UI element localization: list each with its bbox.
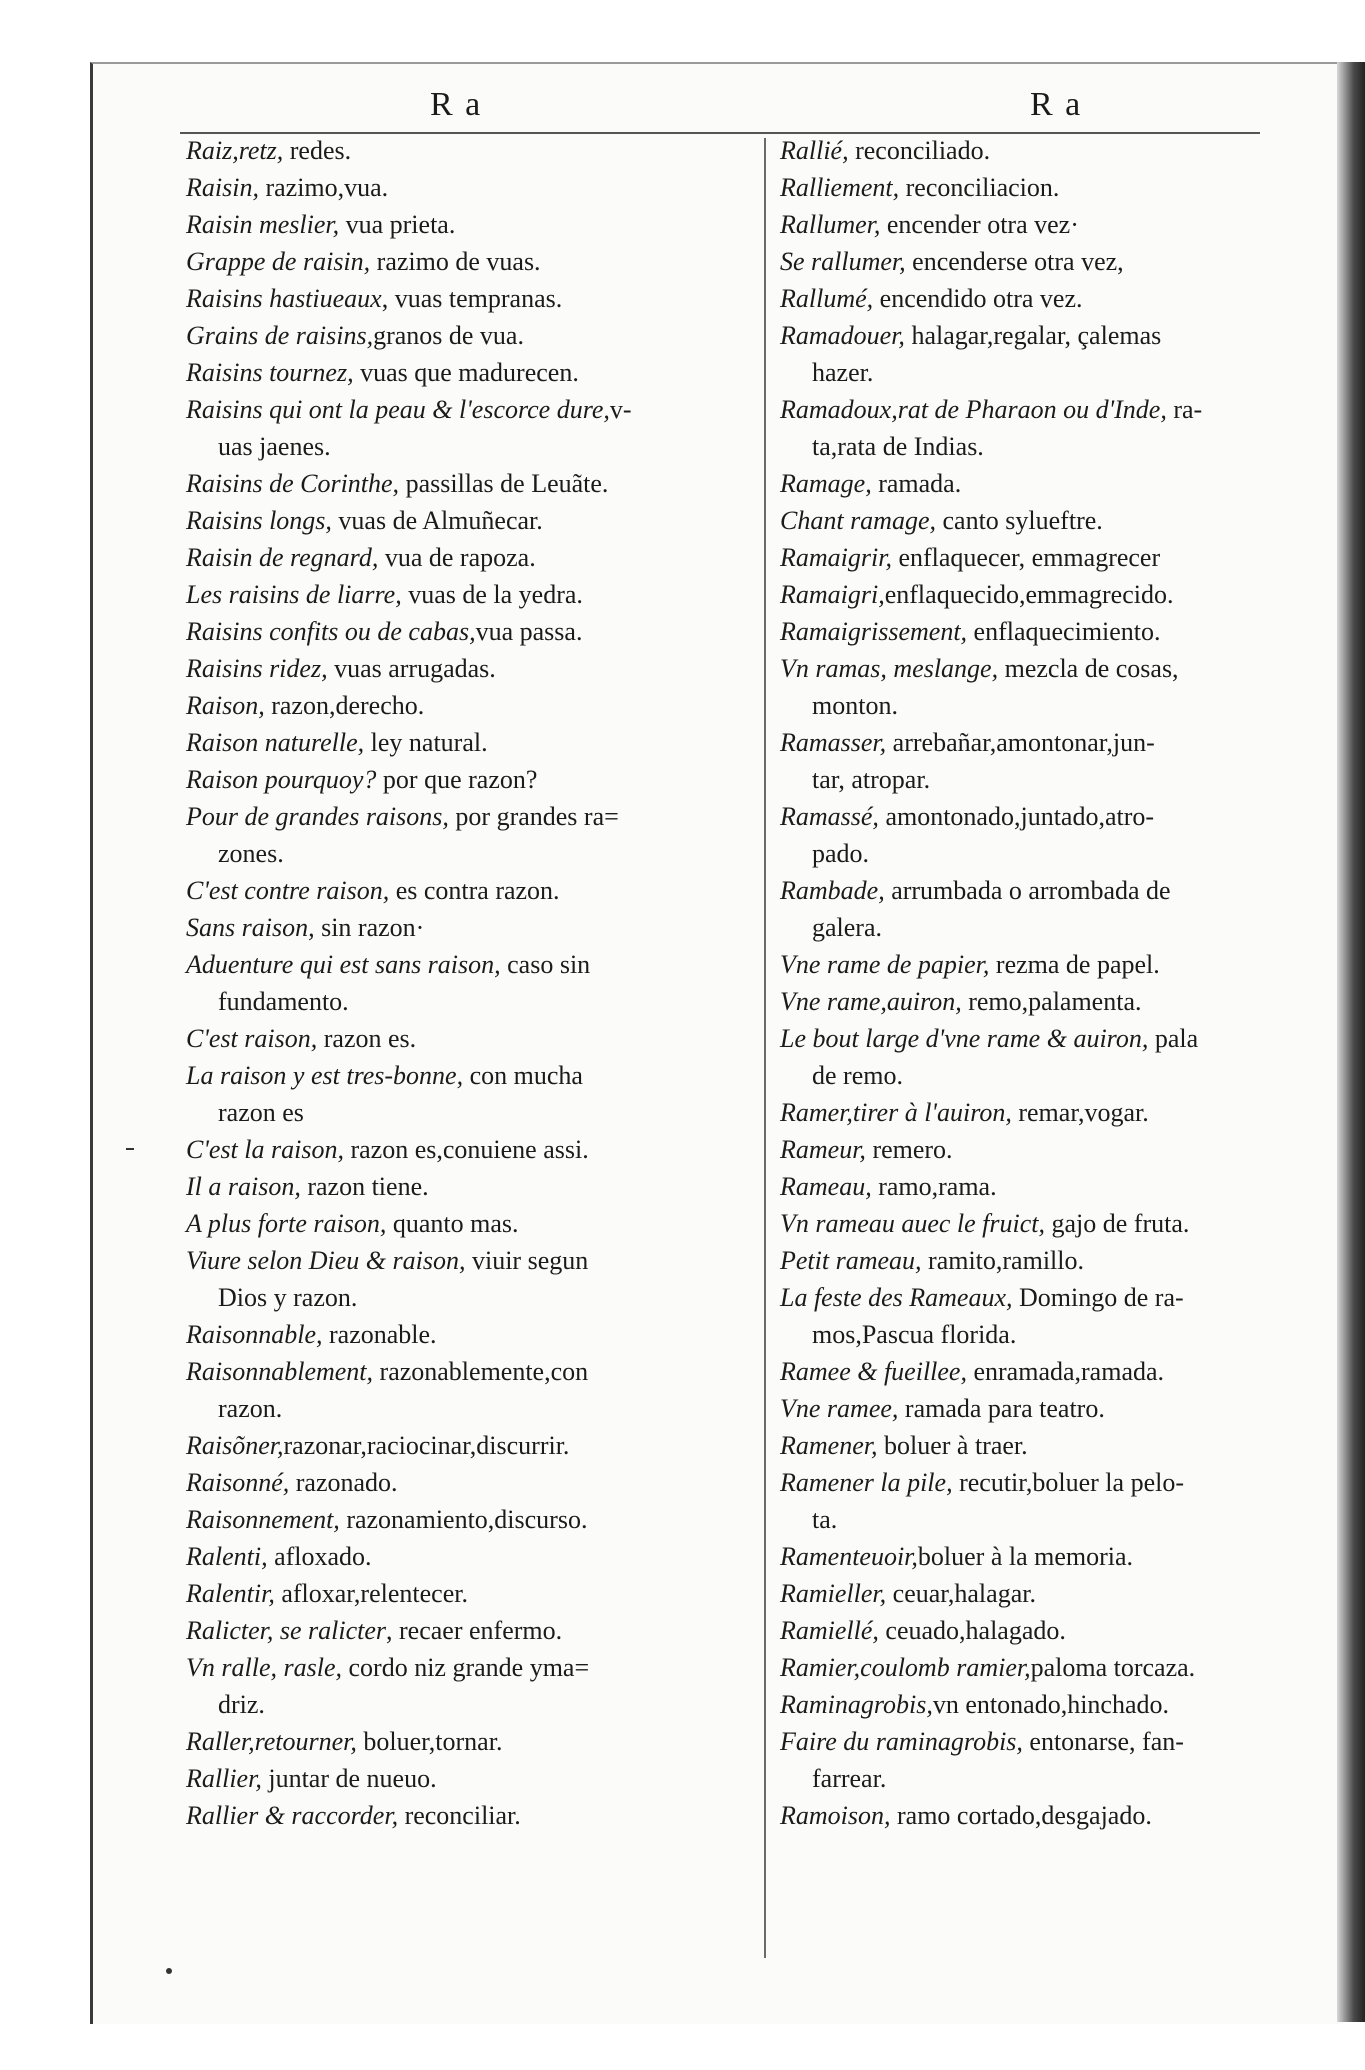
entry-continuation: razon. bbox=[218, 1394, 283, 1423]
entry-gloss: enflaquecer, emmagrecer bbox=[891, 543, 1161, 572]
entry-continuation: monton. bbox=[812, 691, 898, 720]
entry-headword: Petit rameau, bbox=[780, 1246, 922, 1275]
entry-gloss: razonamiento,discurso. bbox=[339, 1505, 588, 1534]
entry-gloss: ramo cortado,desgajado. bbox=[890, 1801, 1152, 1830]
entry-gloss: vua passa. bbox=[475, 617, 583, 646]
dictionary-entry bbox=[186, 1538, 746, 1575]
entry-gloss: ceuado,halagado. bbox=[878, 1616, 1066, 1645]
dictionary-entry bbox=[186, 1168, 746, 1205]
entry-headword: Vne rame de papier, bbox=[780, 950, 990, 979]
entry-headword: Raison, bbox=[186, 691, 265, 720]
dictionary-entry bbox=[186, 1427, 746, 1464]
dictionary-entry bbox=[186, 132, 746, 169]
entry-gloss: paloma torcaza. bbox=[1030, 1653, 1196, 1682]
dictionary-entry bbox=[780, 946, 1280, 983]
entry-gloss: cordo niz grande yma= bbox=[342, 1653, 590, 1682]
entry-headword: Aduenture qui est sans raison, bbox=[186, 950, 501, 979]
dictionary-entry bbox=[780, 169, 1280, 206]
dictionary-entry bbox=[186, 354, 746, 391]
entry-headword: Raison pourquoy? bbox=[186, 765, 377, 794]
page-edge-shadow bbox=[1337, 62, 1365, 2022]
dictionary-entry bbox=[780, 1390, 1280, 1427]
dictionary-entry bbox=[186, 502, 746, 539]
dictionary-entry bbox=[780, 206, 1280, 243]
entry-gloss: reconciliacion. bbox=[899, 173, 1060, 202]
entry-gloss: afloxar,relentecer. bbox=[274, 1579, 468, 1608]
running-head-left: R a bbox=[430, 86, 483, 123]
entry-headword: C'est contre raison, bbox=[186, 876, 390, 905]
entry-headword: Raisonné, bbox=[186, 1468, 290, 1497]
entry-gloss: caso sin bbox=[500, 950, 591, 979]
entry-gloss: enramada,ramada. bbox=[966, 1357, 1165, 1386]
entry-headword: Ramadoux,rat de Pharaon ou d'Inde, bbox=[780, 395, 1167, 424]
entry-gloss: vuas de la yedra. bbox=[401, 580, 583, 609]
entry-headword: Grappe de raisin, bbox=[186, 247, 371, 276]
entry-headword: Vn rameau auec le fruict, bbox=[780, 1209, 1045, 1238]
entry-gloss: remo,palamenta. bbox=[961, 987, 1142, 1016]
entry-continuation: hazer. bbox=[812, 358, 874, 387]
entry-gloss: ramito,ramillo. bbox=[921, 1246, 1084, 1275]
dictionary-entry bbox=[780, 1797, 1280, 1834]
dictionary-entry bbox=[186, 391, 746, 465]
entry-headword: Ramaigrir, bbox=[780, 543, 892, 572]
dictionary-entry bbox=[186, 206, 746, 243]
left-column bbox=[186, 132, 746, 1834]
entry-headword: La raison y est tres-bonne, bbox=[186, 1061, 464, 1090]
ink-speck bbox=[166, 1968, 172, 1974]
entry-gloss: , recaer enfermo. bbox=[386, 1616, 563, 1645]
entry-headword: Rallumer, bbox=[780, 210, 881, 239]
entry-headword: Ramiellé, bbox=[780, 1616, 879, 1645]
entry-gloss: rezma de papel. bbox=[989, 950, 1160, 979]
dictionary-entry bbox=[780, 502, 1280, 539]
dictionary-entry bbox=[780, 465, 1280, 502]
dictionary-entry bbox=[780, 132, 1280, 169]
dictionary-entry bbox=[186, 946, 746, 1020]
entry-headword: Ralentir, bbox=[186, 1579, 275, 1608]
entry-gloss: razimo,vua. bbox=[258, 173, 389, 202]
dictionary-entry bbox=[780, 1464, 1280, 1538]
entry-headword: Ramage, bbox=[780, 469, 872, 498]
entry-gloss: razon es,conuiene assi. bbox=[343, 1135, 589, 1164]
dictionary-entry bbox=[186, 1760, 746, 1797]
entry-continuation: Dios y razon. bbox=[218, 1283, 358, 1312]
entry-headword: Chant ramage, bbox=[780, 506, 936, 535]
dictionary-entry bbox=[186, 1020, 746, 1057]
entry-headword: Rameau, bbox=[780, 1172, 872, 1201]
entry-gloss: canto sylueftre. bbox=[936, 506, 1103, 535]
entry-gloss: entonarse, fan- bbox=[1022, 1727, 1184, 1756]
entry-continuation: pado. bbox=[812, 839, 870, 868]
entry-gloss: razonable. bbox=[322, 1320, 437, 1349]
dictionary-entry bbox=[780, 280, 1280, 317]
entry-headword: Ramadouer, bbox=[780, 321, 905, 350]
dictionary-entry bbox=[780, 243, 1280, 280]
dictionary-entry bbox=[780, 650, 1280, 724]
entry-gloss: ramo,rama. bbox=[871, 1172, 997, 1201]
entry-continuation: de remo. bbox=[812, 1061, 903, 1090]
entry-gloss: encenderse otra vez, bbox=[905, 247, 1124, 276]
entry-gloss: pala bbox=[1148, 1024, 1199, 1053]
entry-headword: Raison naturelle, bbox=[186, 728, 365, 757]
entry-headword: Vn ramas, meslange, bbox=[780, 654, 999, 683]
entry-gloss: afloxado. bbox=[267, 1542, 372, 1571]
entry-continuation: ta,rata de Indias. bbox=[812, 432, 984, 461]
entry-headword: Il a raison, bbox=[186, 1172, 301, 1201]
dictionary-entry bbox=[186, 872, 746, 909]
entry-headword: Raisins longs, bbox=[186, 506, 332, 535]
dictionary-entry bbox=[780, 1575, 1280, 1612]
entry-continuation: mos,Pascua florida. bbox=[812, 1320, 1017, 1349]
entry-continuation: zones. bbox=[218, 839, 284, 868]
dictionary-entry bbox=[186, 1649, 746, 1723]
dictionary-entry bbox=[780, 798, 1280, 872]
dictionary-entry bbox=[780, 1612, 1280, 1649]
entry-continuation: razon es bbox=[218, 1098, 304, 1127]
entry-headword: Ralicter, se ralicter bbox=[186, 1616, 387, 1645]
entry-headword: Raisonnable, bbox=[186, 1320, 323, 1349]
dictionary-entry bbox=[186, 1501, 746, 1538]
entry-gloss: razon es. bbox=[317, 1024, 417, 1053]
entry-continuation: tar, atropar. bbox=[812, 765, 931, 794]
entry-headword: Raisins hastiueaux bbox=[186, 284, 382, 313]
dictionary-entry bbox=[780, 1649, 1280, 1686]
entry-gloss: gajo de fruta. bbox=[1045, 1209, 1190, 1238]
entry-gloss: remero. bbox=[865, 1135, 953, 1164]
entry-continuation: galera. bbox=[812, 913, 883, 942]
entry-headword: Ramassé, bbox=[780, 802, 879, 831]
dictionary-entry bbox=[780, 576, 1280, 613]
right-column bbox=[780, 132, 1280, 1834]
dictionary-entry bbox=[780, 1131, 1280, 1168]
entry-gloss: boluer,tornar. bbox=[356, 1727, 503, 1756]
entry-headword: Ramaigrissement, bbox=[780, 617, 968, 646]
entry-continuation: driz. bbox=[218, 1690, 265, 1719]
dictionary-entry bbox=[186, 650, 746, 687]
dictionary-entry bbox=[186, 909, 746, 946]
entry-gloss: juntar de nueuo. bbox=[261, 1764, 437, 1793]
entry-gloss: enflaquecido,emmagrecido. bbox=[884, 580, 1174, 609]
entry-gloss: ley natural. bbox=[364, 728, 488, 757]
dictionary-entry bbox=[780, 1205, 1280, 1242]
entry-headword: Raller,retourner, bbox=[186, 1727, 357, 1756]
entry-headword: Ramieller, bbox=[780, 1579, 887, 1608]
entry-gloss: razonar,raciocinar,discurrir. bbox=[283, 1431, 570, 1460]
entry-gloss: mezcla de cosas, bbox=[998, 654, 1179, 683]
entry-gloss: enflaquecimiento. bbox=[967, 617, 1161, 646]
entry-gloss: ramada. bbox=[871, 469, 962, 498]
ink-speck bbox=[126, 1148, 134, 1150]
dictionary-entry bbox=[186, 613, 746, 650]
entry-continuation: ta. bbox=[812, 1505, 838, 1534]
dictionary-entry bbox=[780, 1723, 1280, 1797]
entry-headword: Raisin meslier, bbox=[186, 210, 340, 239]
entry-gloss: razimo de vuas. bbox=[370, 247, 541, 276]
dictionary-entry bbox=[186, 1612, 746, 1649]
entry-headword: Raisonnement, bbox=[186, 1505, 340, 1534]
entry-gloss: reconciliar. bbox=[398, 1801, 521, 1830]
entry-gloss: sin razon· bbox=[314, 913, 425, 942]
entry-headword: Raisin de regnard, bbox=[186, 543, 379, 572]
dictionary-entry bbox=[186, 169, 746, 206]
entry-headword: Grains de raisins, bbox=[186, 321, 374, 350]
entry-gloss: vua prieta. bbox=[339, 210, 456, 239]
entry-gloss: granos de vua. bbox=[373, 321, 524, 350]
dictionary-entry bbox=[186, 761, 746, 798]
dictionary-entry bbox=[186, 798, 746, 872]
dictionary-entry bbox=[780, 1686, 1280, 1723]
entry-headword: Se rallumer, bbox=[780, 247, 906, 276]
entry-gloss: arrumbada o arrombada de bbox=[884, 876, 1171, 905]
dictionary-entry bbox=[780, 613, 1280, 650]
entry-headword: A plus forte raison, bbox=[186, 1209, 387, 1238]
dictionary-entry bbox=[186, 1575, 746, 1612]
entry-headword: Raisin, bbox=[186, 173, 259, 202]
entry-continuation: fundamento. bbox=[218, 987, 349, 1016]
entry-headword: Raisins de Corinthe, bbox=[186, 469, 400, 498]
entry-headword: Raisonnablement, bbox=[186, 1357, 374, 1386]
entry-headword: Raisins qui ont la peau & l'escorce dure, bbox=[186, 395, 610, 424]
entry-gloss: razonablemente,con bbox=[373, 1357, 589, 1386]
entry-headword: Les raisins de liarre, bbox=[186, 580, 402, 609]
entry-gloss: passillas de Leuãte. bbox=[399, 469, 609, 498]
entry-continuation: farrear. bbox=[812, 1764, 887, 1793]
entry-gloss: por grandes ra= bbox=[448, 802, 619, 831]
entry-headword: Vne rame,auiron, bbox=[780, 987, 962, 1016]
dictionary-entry bbox=[780, 872, 1280, 946]
entry-headword: Vn ralle, rasle, bbox=[186, 1653, 342, 1682]
dictionary-entry bbox=[780, 539, 1280, 576]
entry-gloss: ceuar,halagar. bbox=[886, 1579, 1036, 1608]
entry-headword: Ramer,tirer à l'auiron, bbox=[780, 1098, 1012, 1127]
entry-gloss: vua de rapoza. bbox=[378, 543, 536, 572]
entry-gloss: vuas arrugadas. bbox=[327, 654, 496, 683]
dictionary-entry bbox=[186, 1205, 746, 1242]
entry-gloss: encendido otra vez. bbox=[873, 284, 1083, 313]
entry-headword: Ralliement, bbox=[780, 173, 900, 202]
entry-headword: Raminagrobis, bbox=[780, 1690, 933, 1719]
dictionary-entry bbox=[186, 1242, 746, 1316]
entry-headword: Ramasser, bbox=[780, 728, 887, 757]
entry-headword: Le bout large d'vne rame & auiron, bbox=[780, 1024, 1149, 1053]
entry-gloss: boluer à traer. bbox=[877, 1431, 1028, 1460]
entry-gloss: arrebañar,amontonar,jun- bbox=[886, 728, 1155, 757]
entry-gloss: ra- bbox=[1166, 395, 1203, 424]
entry-headword: Viure selon Dieu & raison, bbox=[186, 1246, 466, 1275]
dictionary-entry bbox=[186, 243, 746, 280]
entry-gloss: v- bbox=[609, 395, 632, 424]
entry-headword: Ralenti, bbox=[186, 1542, 268, 1571]
dictionary-entry bbox=[186, 1131, 746, 1168]
dictionary-entry bbox=[186, 280, 746, 317]
entry-headword: Ramener la pile, bbox=[780, 1468, 953, 1497]
entry-headword: Sans raison, bbox=[186, 913, 315, 942]
entry-gloss: , vuas tempranas. bbox=[381, 284, 563, 313]
entry-gloss: por que razon? bbox=[376, 765, 538, 794]
entry-gloss: es contra razon. bbox=[389, 876, 560, 905]
dictionary-entry bbox=[186, 1057, 746, 1131]
entry-headword: Vne ramee, bbox=[780, 1394, 899, 1423]
dictionary-entry bbox=[186, 724, 746, 761]
entry-headword: Raisins confits ou de cabas, bbox=[186, 617, 476, 646]
dictionary-entry bbox=[780, 1094, 1280, 1131]
entry-headword: Rallier & raccorder, bbox=[186, 1801, 399, 1830]
entry-gloss: reconciliado. bbox=[848, 136, 991, 165]
dictionary-entry bbox=[780, 391, 1280, 465]
dictionary-entry bbox=[186, 1353, 746, 1427]
dictionary-entry bbox=[186, 1316, 746, 1353]
dictionary-entry bbox=[780, 1242, 1280, 1279]
entry-headword: Rallumé, bbox=[780, 284, 874, 313]
entry-gloss: amontonado,juntado,atro- bbox=[878, 802, 1155, 831]
entry-gloss: con mucha bbox=[463, 1061, 583, 1090]
entry-headword: Raisõner, bbox=[186, 1431, 284, 1460]
dictionary-entry bbox=[186, 1723, 746, 1760]
entry-headword: Rambade, bbox=[780, 876, 885, 905]
entry-gloss: viuir segun bbox=[465, 1246, 589, 1275]
entry-headword: Ramenteuoir, bbox=[780, 1542, 918, 1571]
dictionary-entry bbox=[186, 576, 746, 613]
dictionary-entry bbox=[186, 539, 746, 576]
dictionary-entry bbox=[780, 1020, 1280, 1094]
entry-gloss: vn entonado,hinchado. bbox=[932, 1690, 1169, 1719]
dictionary-entry bbox=[780, 1538, 1280, 1575]
entry-headword: Faire du raminagrobis, bbox=[780, 1727, 1023, 1756]
entry-headword: Ramoison, bbox=[780, 1801, 891, 1830]
dictionary-entry bbox=[186, 1797, 746, 1834]
entry-gloss: recutir,boluer la pelo- bbox=[952, 1468, 1184, 1497]
dictionary-entry bbox=[780, 1427, 1280, 1464]
entry-gloss: vuas de Almuñecar. bbox=[331, 506, 543, 535]
entry-continuation: uas jaenes. bbox=[218, 432, 331, 461]
entry-gloss: encender otra vez· bbox=[880, 210, 1079, 239]
entry-headword: Raiz,retz, bbox=[186, 136, 284, 165]
dictionary-entry bbox=[780, 1353, 1280, 1390]
dictionary-entry bbox=[780, 1168, 1280, 1205]
entry-headword: C'est la raison, bbox=[186, 1135, 344, 1164]
entry-headword: La feste des Rameaux, bbox=[780, 1283, 1013, 1312]
entry-headword: Raisins ridez, bbox=[186, 654, 328, 683]
entry-gloss: Domingo de ra- bbox=[1012, 1283, 1184, 1312]
entry-gloss: razon tiene. bbox=[300, 1172, 429, 1201]
dictionary-entry bbox=[186, 687, 746, 724]
entry-gloss: boluer à la memoria. bbox=[917, 1542, 1134, 1571]
running-head-right: R a bbox=[1030, 86, 1083, 123]
entry-headword: Ramaigri, bbox=[780, 580, 885, 609]
entry-headword: Raisins tournez, bbox=[186, 358, 354, 387]
entry-headword: Ramier,coulomb ramier, bbox=[780, 1653, 1031, 1682]
entry-gloss: redes. bbox=[283, 136, 352, 165]
dictionary-entry bbox=[186, 317, 746, 354]
dictionary-entry bbox=[186, 465, 746, 502]
entry-gloss: halagar,regalar, çalemas bbox=[904, 321, 1162, 350]
entry-headword: C'est raison, bbox=[186, 1024, 318, 1053]
dictionary-entry bbox=[780, 983, 1280, 1020]
dictionary-entry bbox=[780, 1279, 1280, 1353]
entry-headword: Ramee & fueillee, bbox=[780, 1357, 967, 1386]
entry-gloss: quanto mas. bbox=[386, 1209, 519, 1238]
entry-gloss: vuas que madurecen. bbox=[353, 358, 579, 387]
entry-headword: Pour de grandes raisons, bbox=[186, 802, 449, 831]
entry-headword: Rallier, bbox=[186, 1764, 262, 1793]
entry-gloss: razonado. bbox=[289, 1468, 398, 1497]
dictionary-entry bbox=[780, 317, 1280, 391]
entry-headword: Ramener, bbox=[780, 1431, 878, 1460]
entry-gloss: ramada para teatro. bbox=[898, 1394, 1105, 1423]
entry-gloss: remar,vogar. bbox=[1011, 1098, 1149, 1127]
entry-headword: Rameur, bbox=[780, 1135, 866, 1164]
dictionary-entry bbox=[780, 724, 1280, 798]
entry-headword: Rallié, bbox=[780, 136, 849, 165]
entry-gloss: razon,derecho. bbox=[264, 691, 425, 720]
dictionary-entry bbox=[186, 1464, 746, 1501]
column-divider bbox=[764, 138, 766, 1958]
